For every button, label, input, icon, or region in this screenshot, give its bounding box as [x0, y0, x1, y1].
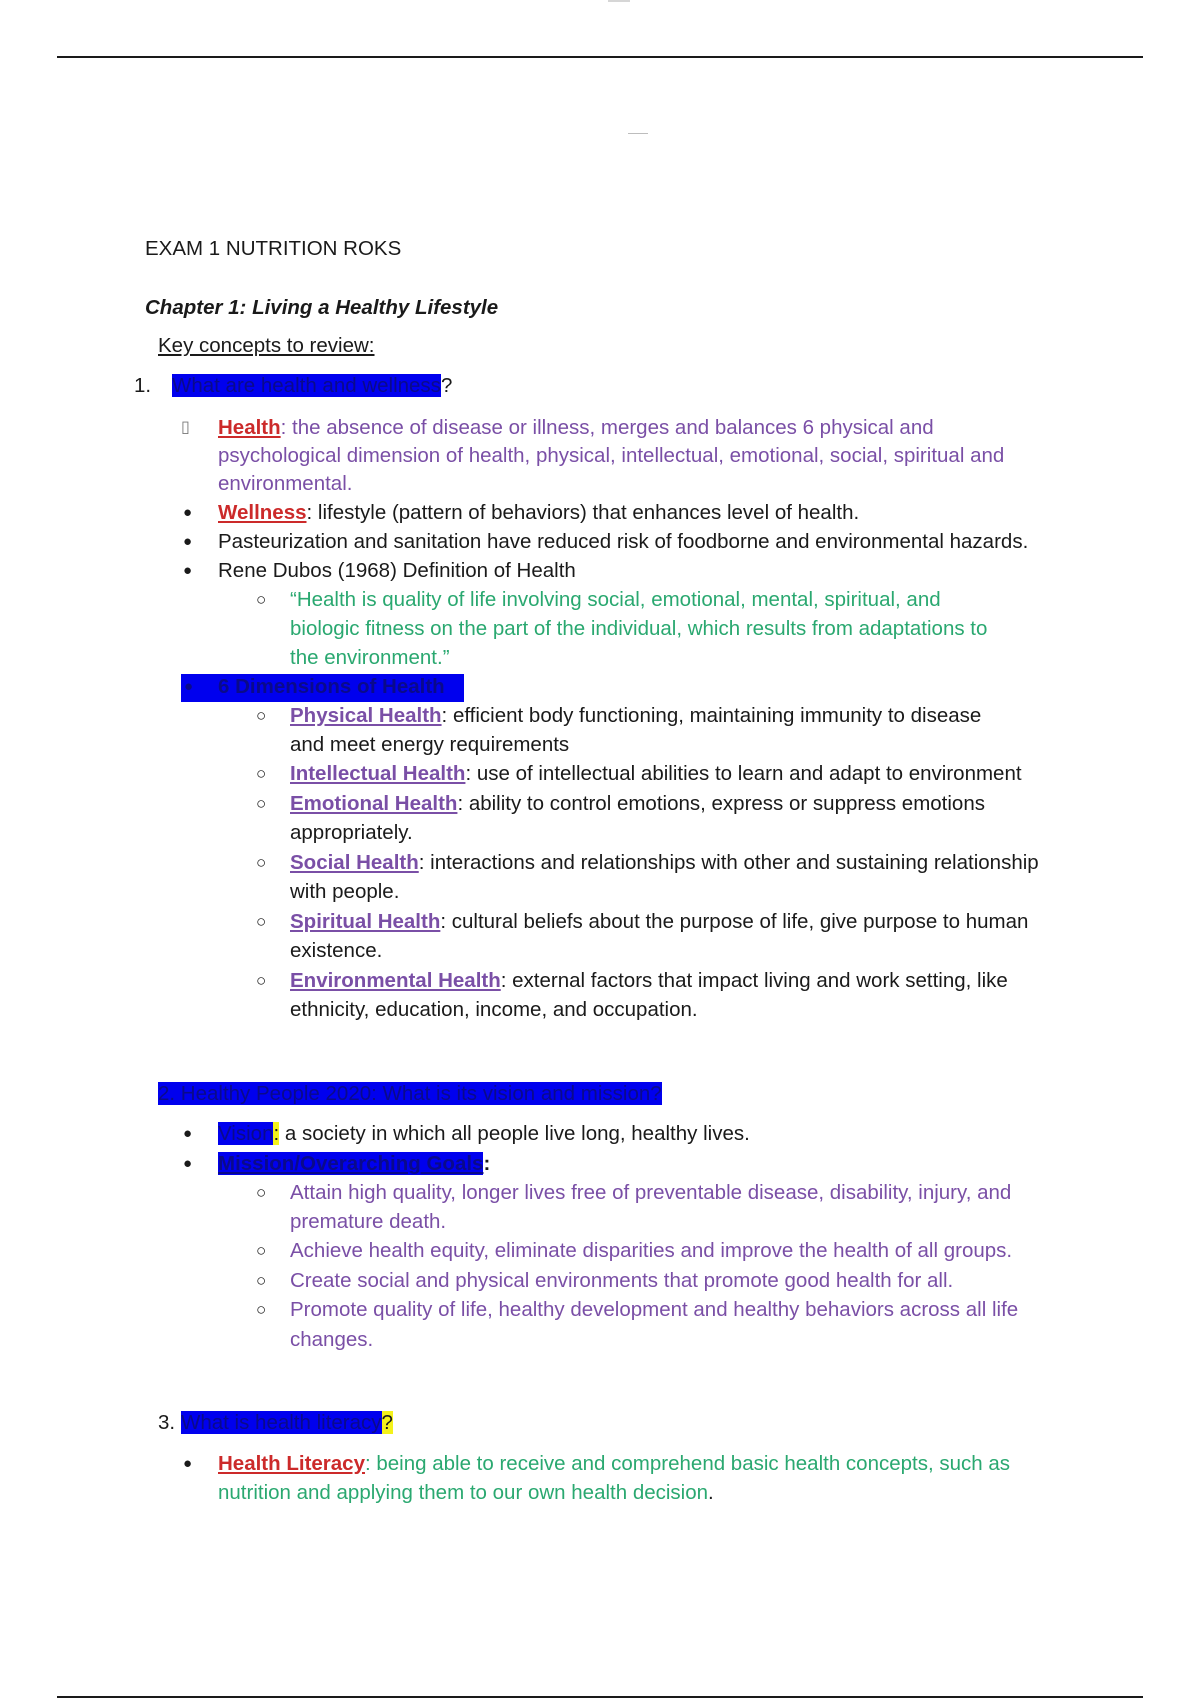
- q3-question-line: [181, 1409, 393, 1437]
- dimension-def-cont: and meet energy requirements: [290, 733, 570, 756]
- goal-item: Promote quality of life, healthy development and healthy behaviors across all life: [290, 1298, 1019, 1321]
- dimension-def-cont: appropriately.: [290, 821, 413, 844]
- bullet-icon: ●: [183, 504, 193, 521]
- wellness-line: [218, 499, 859, 527]
- q2-question: 2. Healthy People 2020: What is its vision and mission?: [158, 1082, 662, 1105]
- goal-item: Create social and physical environments that promote good health for all.: [290, 1269, 954, 1292]
- dimension-def: : interactions and relationships with other and sustaining relationship: [418, 851, 1039, 874]
- bullet-icon: ●: [184, 678, 194, 695]
- bullet-icon: ●: [183, 1455, 193, 1472]
- q3-question: What is health literacy: [181, 1411, 382, 1434]
- circle-bullet-icon: ○: [256, 1271, 267, 1290]
- bullet-icon: ●: [183, 1125, 193, 1142]
- goal-item-cont: changes.: [290, 1328, 374, 1351]
- dimension-def-cont: with people.: [290, 880, 400, 903]
- dimension-item: [290, 849, 1039, 877]
- health-literacy-end: .: [708, 1481, 714, 1504]
- health-literacy-term: Health Literacy: [218, 1452, 365, 1475]
- dimension-def: : use of intellectual abilities to learn and adapt to environment: [465, 762, 1022, 785]
- vision-colon: :: [273, 1122, 280, 1145]
- dimension-term: Intellectual Health: [290, 762, 466, 785]
- q1-question-mark: ?: [440, 374, 453, 397]
- goal-item: Achieve health equity, eliminate disparities and improve the health of all groups.: [290, 1239, 1013, 1262]
- dimension-term: Emotional Health: [290, 792, 458, 815]
- circle-bullet-icon: ○: [256, 764, 267, 783]
- circle-bullet-icon: ○: [256, 706, 267, 725]
- goal-item-cont: premature death.: [290, 1210, 447, 1233]
- q3-number: 3.: [158, 1411, 176, 1434]
- dimension-def: : external factors that impact living and work setting, like: [500, 969, 1008, 992]
- dimension-term: Spiritual Health: [290, 910, 441, 933]
- health-bullet-symbol: ▯: [181, 419, 190, 436]
- page-title: EXAM 1 NUTRITION ROKS: [145, 237, 402, 260]
- health-literacy-def-2: nutrition and applying them to our own health decision: [218, 1481, 709, 1504]
- circle-bullet-icon: ○: [256, 1183, 267, 1202]
- key-concepts-label: Key concepts to review:: [158, 334, 375, 357]
- footer-rule: [57, 1696, 1143, 1698]
- q1-question: What are health and wellness: [172, 374, 441, 397]
- dimension-term: Social Health: [290, 851, 419, 874]
- q1-number: 1.: [134, 374, 152, 397]
- health-def-line-3: environmental.: [218, 472, 353, 495]
- health-literacy-line-1: [218, 1450, 1010, 1478]
- q3-question-mark: ?: [381, 1411, 393, 1434]
- circle-bullet-icon: ○: [256, 590, 267, 609]
- dimension-item: [290, 760, 1022, 788]
- dimension-item: [290, 790, 985, 818]
- health-literacy-def-1: : being able to receive and comprehend basic health concepts, such as: [364, 1452, 1011, 1475]
- vision-line: [218, 1120, 750, 1148]
- health-def-line-1: [218, 414, 934, 442]
- wellness-term: Wellness: [218, 501, 307, 524]
- vision-def: a society in which all people live long, healthy lives.: [279, 1122, 750, 1145]
- dimensions-heading: 6 Dimensions of Health: [218, 675, 445, 698]
- bullet-icon: ●: [183, 1155, 193, 1172]
- chapter-heading: Chapter 1: Living a Healthy Lifestyle: [145, 296, 499, 319]
- dimension-def-cont: existence.: [290, 939, 383, 962]
- q1-question-line: [172, 372, 452, 400]
- pasteurization-line: Pasteurization and sanitation have reduced risk of foodborne and environmental hazards.: [218, 530, 1029, 553]
- health-def-1: : the absence of disease or illness, merges and balances 6 physical and: [280, 416, 934, 439]
- dimension-item: [290, 908, 1028, 936]
- goal-item: Attain high quality, longer lives free of preventable disease, disability, injury, and: [290, 1181, 1012, 1204]
- mission-line: [218, 1150, 490, 1178]
- q2-question-line: [158, 1080, 662, 1108]
- mission-term: Mission/Overarching Goals: [218, 1152, 484, 1175]
- dimension-def: : ability to control emotions, express or suppress emotions: [457, 792, 985, 815]
- dubos-quote-line-3: the environment.”: [290, 646, 450, 669]
- circle-bullet-icon: ○: [256, 1241, 267, 1260]
- circle-bullet-icon: ○: [256, 1300, 267, 1319]
- circle-bullet-icon: ○: [256, 971, 267, 990]
- dimension-def-cont: ethnicity, education, income, and occupation.: [290, 998, 698, 1021]
- dimension-def: : efficient body functioning, maintaining immunity to disease: [441, 704, 982, 727]
- dimension-term: Environmental Health: [290, 969, 501, 992]
- mission-colon: :: [483, 1152, 491, 1175]
- dubos-quote-line-1: “Health is quality of life involving social, emotional, mental, spiritual, and: [290, 588, 941, 611]
- dimension-item: [290, 702, 981, 730]
- bullet-icon: ●: [183, 562, 193, 579]
- circle-bullet-icon: ○: [256, 794, 267, 813]
- dimension-term: Physical Health: [290, 704, 442, 727]
- health-literacy-line-2: [218, 1479, 714, 1507]
- vision-term: Vision: [218, 1122, 274, 1145]
- wellness-def: : lifestyle (pattern of behaviors) that enhances level of health.: [306, 501, 860, 524]
- circle-bullet-icon: ○: [256, 912, 267, 931]
- dubos-line: Rene Dubos (1968) Definition of Health: [218, 559, 576, 582]
- health-term: Health: [218, 416, 281, 439]
- circle-bullet-icon: ○: [256, 853, 267, 872]
- bullet-icon: ●: [183, 533, 193, 550]
- health-def-line-2: psychological dimension of health, physical, intellectual, emotional, social, spiritual and: [218, 444, 1005, 467]
- dimension-def: : cultural beliefs about the purpose of life, give purpose to human: [440, 910, 1029, 933]
- dimension-item: [290, 967, 1008, 995]
- dubos-quote-line-2: biologic fitness on the part of the individual, which results from adaptations to: [290, 617, 988, 640]
